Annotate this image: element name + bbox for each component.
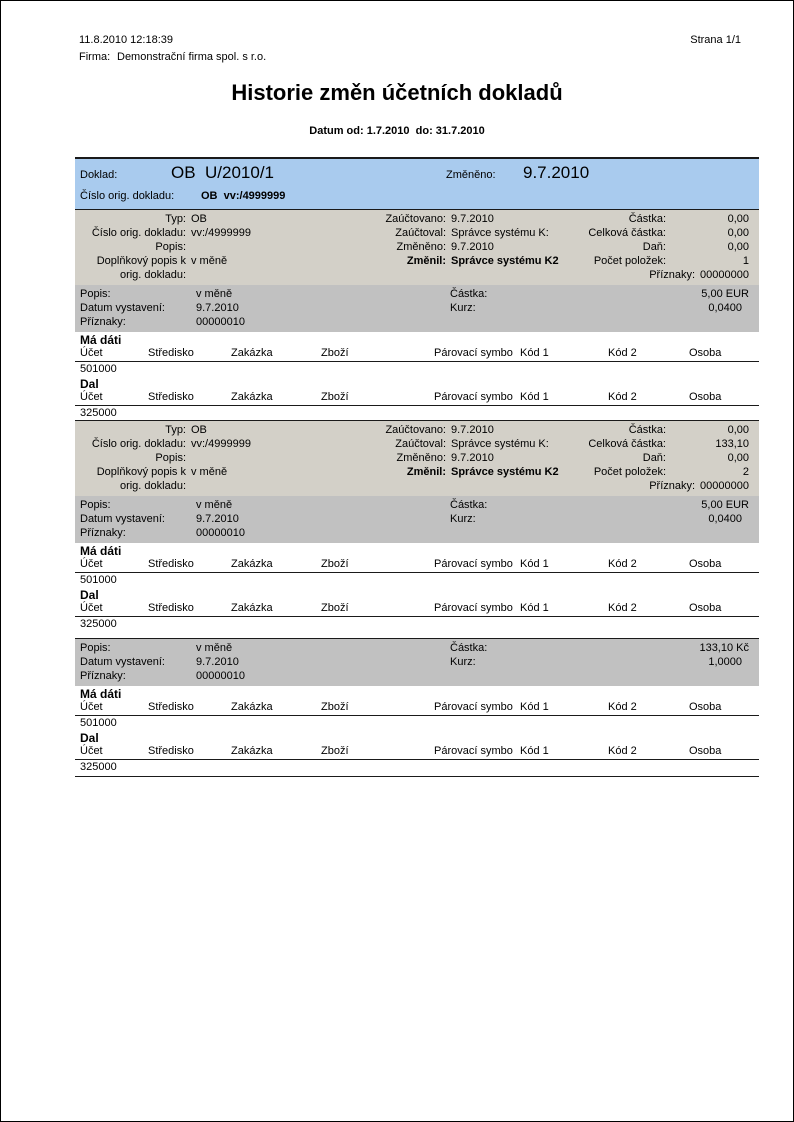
datum-vystaveni-value: 9.7.2010 [196,513,239,525]
popis-label: Popis: [155,452,186,464]
col-kod2: Kód 2 [608,602,637,614]
col-parovaci-symbol: Párovací symbo [434,602,513,614]
zmenil-label: Změnil: [406,255,446,267]
castka-label: Částka: [450,288,488,300]
col-osoba: Osoba [689,745,722,757]
celkova-castka-label: Celková částka: [588,438,666,450]
zmeneno-value: 9.7.2010 [451,452,494,464]
change-block-middle [361,423,565,493]
zauctoval-value: Správce systému K: [451,227,549,239]
dan-label: Daň: [642,241,666,253]
credit-account: 325000 [80,618,117,630]
zauctoval-label: Zaúčtoval: [395,227,446,239]
col-zakazka: Zakázka [231,391,273,403]
col-kod1: Kód 1 [520,558,549,570]
popis-value: v měně [196,499,233,511]
priznaky-value: 00000010 [196,527,245,539]
col-kod1: Kód 1 [520,602,549,614]
col-zbozi: Zboží [321,701,349,713]
col-zakazka: Zakázka [231,347,273,359]
zauctovano-value: 9.7.2010 [451,213,494,225]
pocet-polozek-label: Počet položek: [593,466,666,478]
pocet-polozek-value: 2 [742,466,749,478]
posting-table-2 [75,543,759,631]
col-stredisko: Středisko [148,558,194,570]
doplnkovy-label: Doplňkový popis k orig. dokladu: [96,255,186,281]
orig-number-label: Číslo orig. dokladu: [91,438,186,450]
dal-heading: Dal [80,588,99,602]
col-kod2: Kód 2 [608,745,637,757]
ma-dati-heading: Má dáti [80,687,122,701]
zauctoval-label: Zaúčtoval: [395,438,446,450]
col-kod1: Kód 1 [520,391,549,403]
col-kod2: Kód 2 [608,347,637,359]
col-stredisko: Středisko [148,701,194,713]
col-zbozi: Zboží [321,347,349,359]
detail-block-2 [75,496,759,543]
detail-block-3 [75,638,759,686]
popis-label: Popis: [80,642,111,654]
castka-value: 5,00 EUR [701,288,749,300]
posting-header-row [75,602,759,617]
col-kod1: Kód 1 [520,701,549,713]
orig-number-value: vv:/4999999 [191,227,251,239]
detail-left [75,498,450,540]
pocet-polozek-label: Počet položek: [593,255,666,267]
zmenil-value: Správce systému K2 [451,255,559,267]
col-kod2: Kód 2 [608,391,637,403]
celkova-castka-value: 133,10 [715,438,749,450]
col-osoba: Osoba [689,701,722,713]
debit-account: 501000 [80,363,117,375]
typ-label: Typ: [165,213,186,225]
kurz-value: 1,0000 [708,656,742,668]
castka-value: 5,00 EUR [701,499,749,511]
col-parovaci-symbol: Párovací symbo [434,745,513,757]
change-block-2 [75,420,759,496]
posting-header-row [75,745,759,760]
col-zakazka: Zakázka [231,701,273,713]
ma-dati-heading: Má dáti [80,333,122,347]
castka-label: Částka: [450,642,488,654]
popis-value [186,451,191,465]
celkova-castka-value: 0,00 [727,227,749,239]
dan-value: 0,00 [727,452,749,464]
dal-heading: Dal [80,731,99,745]
zauctovano-label: Zaúčtovano: [385,424,446,436]
doplnkovy-value: v měně [191,255,228,267]
doklad-label: Doklad: [80,169,118,181]
priznaky-label: Příznaky: [80,670,126,682]
col-stredisko: Středisko [148,347,194,359]
detail-right [450,498,759,540]
priznaky-label: Příznaky: [649,269,696,281]
col-zbozi: Zboží [321,558,349,570]
col-ucet: Účet [80,602,103,614]
print-datetime: 11.8.2010 12:18:39 [79,34,173,46]
castka-label: Částka: [450,499,488,511]
posting-table-3 [75,686,759,774]
zmeneno-label: Změněno: [396,241,446,253]
changed-value: 9.7.2010 [523,163,590,182]
col-kod1: Kód 1 [520,745,549,757]
orig-number-value: OB vv:/4999999 [201,190,286,202]
priznaky-value: 00000010 [196,670,245,682]
celkova-castka-label: Celková částka: [588,227,666,239]
dal-heading: Dal [80,377,99,391]
change-block-left [75,212,361,282]
popis-label: Popis: [80,499,111,511]
debit-account: 501000 [80,717,117,729]
detail-block-1 [75,285,759,332]
col-osoba: Osoba [689,558,722,570]
change-block-left [75,423,361,493]
dan-value: 0,00 [727,241,749,253]
posting-header-row [75,558,759,573]
credit-account: 325000 [80,407,117,419]
bottom-separator [75,776,759,777]
col-zbozi: Zboží [321,602,349,614]
posting-table-1 [75,332,759,420]
col-ucet: Účet [80,347,103,359]
posting-header-row [75,347,759,362]
zmenil-value: Správce systému K2 [451,466,559,478]
datum-vystaveni-label: Datum vystavení: [80,513,165,525]
col-zakazka: Zakázka [231,558,273,570]
detail-right [450,287,759,329]
kurz-value: 0,0400 [708,513,742,525]
datum-vystaveni-value: 9.7.2010 [196,656,239,668]
priznaky-label: Příznaky: [80,527,126,539]
col-zakazka: Zakázka [231,602,273,614]
doplnkovy-label: Doplňkový popis k orig. dokladu: [96,466,186,492]
kurz-value: 0,0400 [708,302,742,314]
castka-value: 133,10 Kč [699,642,749,654]
zmeneno-label: Změněno: [396,452,446,464]
col-zbozi: Zboží [321,391,349,403]
popis-value: v měně [196,642,233,654]
kurz-label: Kurz: [450,656,476,668]
col-stredisko: Středisko [148,391,194,403]
kurz-label: Kurz: [450,302,476,314]
castka-value: 0,00 [727,213,749,225]
doklad-value: OB U/2010/1 [171,163,275,182]
col-osoba: Osoba [689,391,722,403]
col-ucet: Účet [80,558,103,570]
col-parovaci-symbol: Párovací symbo [434,701,513,713]
col-ucet: Účet [80,391,103,403]
posting-header-row [75,391,759,406]
dan-label: Daň: [642,452,666,464]
changed-label: Změněno: [446,169,496,181]
popis-label: Popis: [155,241,186,253]
kurz-label: Kurz: [450,513,476,525]
datum-vystaveni-value: 9.7.2010 [196,302,239,314]
firm-name: Demonstrační firma spol. s r.o. [117,51,267,63]
credit-account: 325000 [80,761,117,773]
zmenil-label: Změnil: [406,466,446,478]
change-block-1 [75,209,759,285]
firm-label: Firma: [79,51,111,63]
popis-value [186,240,191,254]
doplnkovy-value: v měně [191,466,228,478]
zauctoval-value: Správce systému K: [451,438,549,450]
priznaky-value: 00000000 [700,269,749,281]
col-parovaci-symbol: Párovací symbo [434,391,513,403]
col-kod2: Kód 2 [608,701,637,713]
orig-number-value: vv:/4999999 [191,438,251,450]
change-block-right [565,423,759,493]
pocet-polozek-value: 1 [742,255,749,267]
typ-value: OB [191,213,207,225]
report-title: Historie změn účetních dokladů [231,80,563,105]
popis-value: v měně [196,288,233,300]
zauctovano-label: Zaúčtovano: [385,213,446,225]
col-kod2: Kód 2 [608,558,637,570]
posting-header-row [75,701,759,716]
detail-left [75,641,450,683]
col-zbozi: Zboží [321,745,349,757]
col-osoba: Osoba [689,347,722,359]
col-stredisko: Středisko [148,745,194,757]
orig-number-label: Číslo orig. dokladu: [80,190,175,202]
col-stredisko: Středisko [148,602,194,614]
typ-value: OB [191,424,207,436]
datum-vystaveni-label: Datum vystavení: [80,302,165,314]
date-range: Datum od: 1.7.2010 do: 31.7.2010 [309,125,485,137]
orig-number-label: Číslo orig. dokladu: [91,227,186,239]
document-header-bar [75,157,759,209]
castka-label: Částka: [628,213,666,225]
priznaky-value: 00000000 [700,480,749,492]
page-number: Strana 1/1 [690,34,741,46]
popis-label: Popis: [80,288,111,300]
priznaky-value: 00000010 [196,316,245,328]
castka-value: 0,00 [727,424,749,436]
zmeneno-value: 9.7.2010 [451,241,494,253]
detail-left [75,287,450,329]
ma-dati-heading: Má dáti [80,544,122,558]
document-body [75,157,759,777]
change-block-middle [361,212,565,282]
detail-right [450,641,759,683]
col-ucet: Účet [80,745,103,757]
col-parovaci-symbol: Párovací symbo [434,347,513,359]
col-parovaci-symbol: Párovací symbo [434,558,513,570]
col-kod1: Kód 1 [520,347,549,359]
col-ucet: Účet [80,701,103,713]
change-block-right [565,212,759,282]
datum-vystaveni-label: Datum vystavení: [80,656,165,668]
priznaky-label: Příznaky: [649,480,696,492]
typ-label: Typ: [165,424,186,436]
col-zakazka: Zakázka [231,745,273,757]
col-osoba: Osoba [689,602,722,614]
zauctovano-value: 9.7.2010 [451,424,494,436]
priznaky-label: Příznaky: [80,316,126,328]
castka-label: Částka: [628,424,666,436]
debit-account: 501000 [80,574,117,586]
